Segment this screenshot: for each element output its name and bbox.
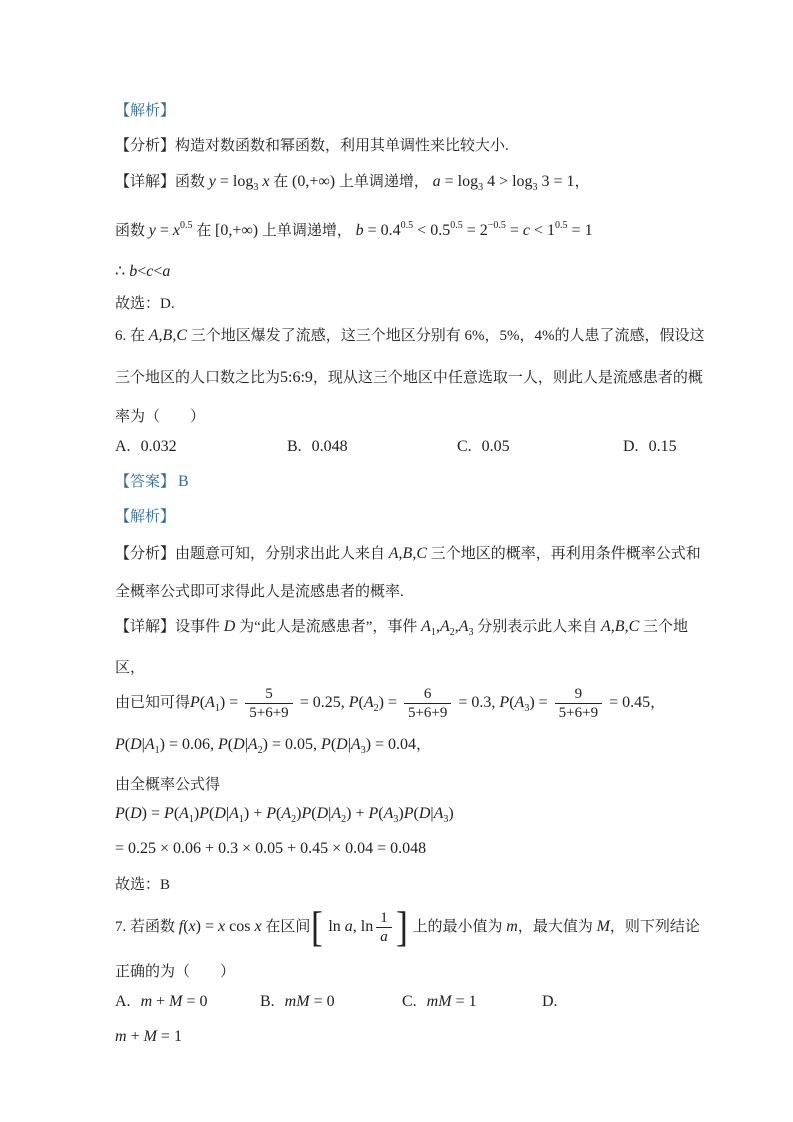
q6-total-prob-result-line: = 0.25 × 0.06 + 0.3 × 0.05 + 0.45 × 0.04 = 0.048 [115, 840, 427, 857]
q5-xiangjie-line-1: 【详解】函数 $y = \log_3 x$ 在 (0,+∞) 上单调递增， $a = \log_3 4 > \log_3 3 = 1$， [115, 173, 590, 193]
q5-choice-line: 故选：D. [115, 296, 175, 312]
q6-option-b: B. 0.048 [287, 438, 348, 455]
q7-option-d-continuation: m + M = 1 [115, 1028, 182, 1045]
q6-fenxi-line-2: 全概率公式即可求得此人是流感患者的概率. [115, 584, 404, 600]
q7-option-c: C. mM = 1 [402, 993, 477, 1010]
q6-prob-formula-line: 由已知可得$P(A_1)$ = $\frac{5}{5+6+9}$ = 0.25, $P(A_2)$ = $\frac{6}{5+6+9}$ = 0.3, $P(A_3)$ = $\frac{9}{5+6+9}$ = 0.45， [115, 686, 666, 721]
q6-xiangjie-line-2: 区， [115, 660, 146, 676]
q7-option-a: A. m + M = 0 [115, 993, 208, 1010]
q6-total-prob-formula-line: $P(D) = P(A_1)P(D|A_1) + P(A_2)P(D|A_2) + P(A_3)P(D|A_3)$ [115, 805, 454, 825]
q6-option-c: C. 0.05 [457, 438, 510, 455]
q7-option-d: D. [542, 993, 558, 1010]
q6-stem-line-3: 率为（ ） [115, 409, 206, 425]
q6-jiexi-header: 【解析】 [115, 509, 176, 525]
q7-stem-line-2: 正确的为（ ） [115, 964, 236, 980]
q6-fenxi-line-1: 【分析】由题意可知，分别求出此人来自 A,B,C 三个地区的概率，再利用条件概率公式和 [115, 545, 701, 562]
q6-xiangjie-line-1: 【详解】设事件 D 为“此人是流感患者”，事件 $A_1,A_2,A_3$ 分别表示此人来自 A,B,C 三个地 [115, 618, 689, 638]
q6-option-a: A. 0.032 [115, 438, 177, 455]
q5-conclusion-line: ∴ b<c<a [115, 263, 171, 280]
q6-total-prob-intro-line: 由全概率公式得 [115, 777, 221, 793]
q7-options-row [115, 990, 693, 1013]
q7-stem-line-1: 7. 若函数 f(x) = x cos x 在区间[ ln a, ln $\frac{1}{a}$ ] 上的最小值为 m，最大值为 M，则下列结论 [115, 905, 700, 951]
q6-answer-line: 【答案】 B [115, 473, 189, 490]
q5-fenxi-line: 【分析】构造对数函数和幂函数，利用其单调性来比较大小. [115, 138, 509, 154]
q6-choice-line: 故选：B [115, 877, 171, 893]
q6-option-d: D. 0.15 [623, 438, 677, 455]
q6-stem-line-1: 6. 在 A,B,C 三个地区爆发了流感，这三个地区分别有 6%，5%，4%的人患了流感，假设这 [115, 327, 705, 344]
q6-options-row [115, 435, 693, 458]
q7-option-b: B. mM = 0 [260, 993, 335, 1010]
q6-cond-prob-line: $P(D|A_1) = 0.06$, $P(D|A_2) = 0.05$, $P(D|A_3) = 0.04$， [115, 736, 432, 756]
q5-xiangjie-line-2: 函数 $y = x^{0.5}$ 在 [0,+∞) 上单调递增， $b = 0.4^{0.5} < 0.5^{0.5} = 2^{-0.5} = c < 1^{0.5} = 1$ [115, 220, 593, 239]
q6-stem-line-2: 三个地区的人口数之比为5:6:9，现从这三个地区中任意选取一人，则此人是流感患者的概 [115, 369, 703, 386]
q5-jiexi-header: 【解析】 [115, 103, 176, 119]
